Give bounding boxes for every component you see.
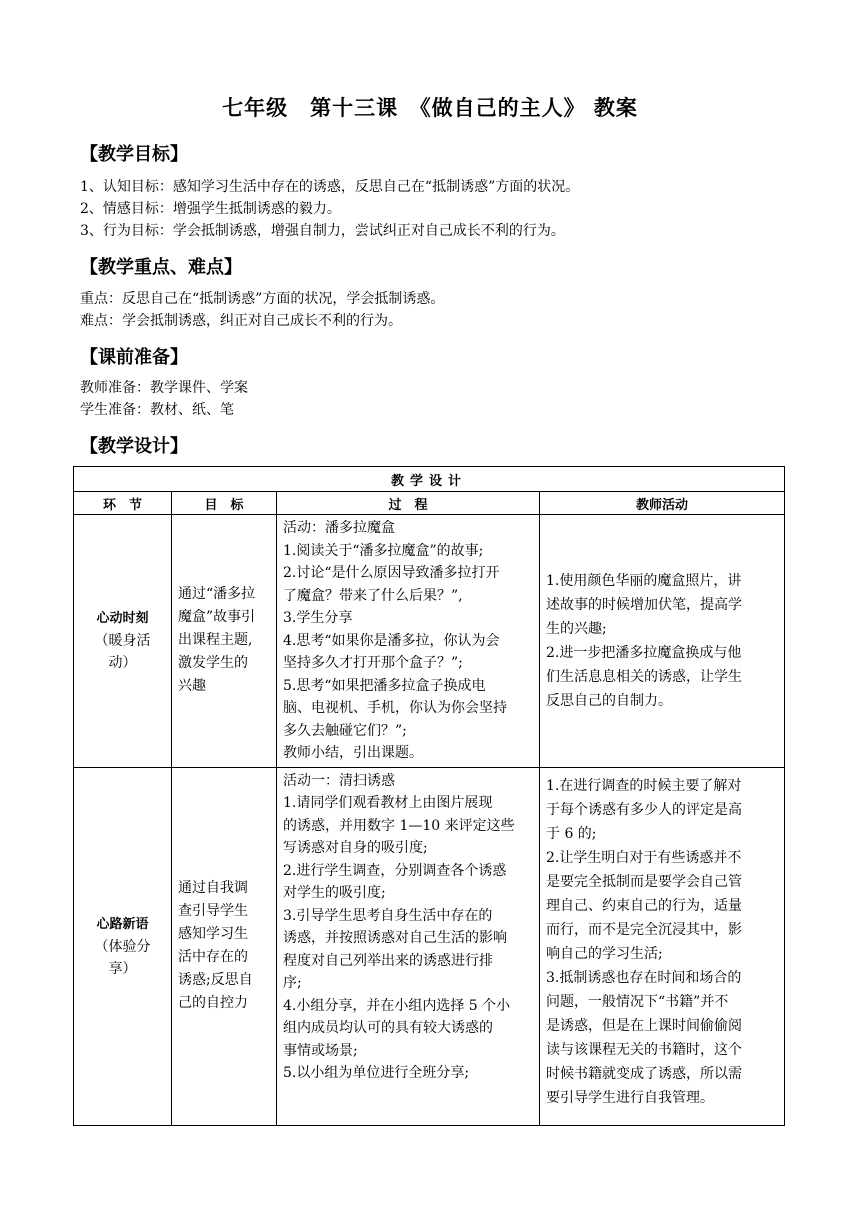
stage-sub: 享） [108,960,137,977]
table-caption: 教学设计 [74,467,785,492]
teacher-line: 3.抵制诱惑也存在时间和场合的 [546,969,742,986]
goal-line: 激发学生的 [178,655,248,672]
teacher-line: 时候书籍就变成了诱惑，所以需 [546,1065,742,1082]
process-line: 活动：潘多拉魔盒 [283,520,395,536]
objective-line: 1、认知目标：感知学习生活中存在的诱惑，反思自己在“抵制诱惑”方面的状况。 [80,179,580,195]
stage-name: 心路新语 [96,916,149,932]
teacher-line: 而行，而不是完全沉浸其中，影 [546,921,742,938]
teacher-line: 要引导学生进行自我管理。 [546,1089,714,1106]
process-line: 1.阅读关于“潘多拉魔盒”的故事; [283,542,484,559]
key-points-list [80,288,444,332]
goal-line: 通过“潘多拉 [178,586,256,603]
heading-key-points: 【教学重点、难点】 [80,257,242,278]
goal-cell [172,515,277,768]
column-header-teacher: 教师活动 [540,492,785,515]
objective-line: 3、行为目标：学会抵制诱惑，增强自制力，尝试纠正对自己成长不利的行为。 [80,223,565,239]
table-row [74,515,785,768]
goal-line: 感知学习生 [178,926,248,942]
process-line: 对学生的吸引度; [283,885,386,901]
preparation-line: 学生准备：教材、纸、笔 [80,402,234,418]
stage-sub: （暖身活 [94,633,151,650]
preparation-list [80,377,248,421]
goal-line: 出课程主题, [178,632,253,649]
teacher-line: 1.在进行调查的时候主要了解对 [546,777,742,794]
process-line: 活动一：清扫诱惑 [283,772,395,789]
teacher-line: 反思自己的自制力。 [546,692,672,709]
teaching-design-table [73,466,785,1126]
process-line: 3.学生分享 [283,610,353,626]
process-line: 诱惑，并按照诱惑对自己生活的影响 [283,930,507,946]
objective-line: 2、情感目标：增强学生抵制诱惑的毅力。 [80,201,341,217]
goal-line: 诱惑;反思自 [178,972,253,988]
column-header-stage: 环 节 [74,492,172,515]
process-line: 坚持多久才打开那个盒子？”; [283,655,463,671]
process-cell [277,515,540,768]
process-line: 组内成员均认可的具有较大诱惑的 [283,1020,493,1036]
teacher-line: 2.进一步把潘多拉魔盒换成与他 [546,644,742,661]
goal-line: 通过自我调 [178,880,248,896]
teacher-line: 问题，一般情况下“书籍”并不 [546,993,729,1010]
teacher-line: 读与该课程无关的书籍时，这个 [546,1041,742,1058]
process-line: 了魔盒？带来了什么后果？”, [283,587,463,604]
teacher-line: 们生活息息相关的诱惑，让学生 [546,668,742,685]
stage-sub: （体验分 [94,938,151,955]
process-line: 3.引导学生思考自身生活中存在的 [283,907,493,924]
key-point-line: 重点：反思自己在“抵制诱惑”方面的状况，学会抵制诱惑。 [80,291,445,307]
teacher-line: 是要完全抵制而是要学会自己管 [546,873,742,890]
process-line: 的诱惑，并用数字 1—10 来评定这些 [283,817,515,834]
goal-line: 魔盒”故事引 [178,609,256,626]
teacher-line: 响自己的学习生活; [546,945,663,962]
process-line: 脑、电视机、手机，你认为你会坚持 [283,700,507,716]
teacher-line: 述故事的时候增加伏笔，提高学 [546,596,742,613]
teacher-line: 是诱惑，但是在上课时间偷偷阅 [546,1017,742,1034]
objectives-list [80,176,579,242]
goal-cell [172,767,277,1125]
process-line: 序; [283,975,302,991]
key-point-line: 难点：学会抵制诱惑，纠正对自己成长不利的行为。 [80,313,402,329]
preparation-line: 教师准备：教学课件、学案 [80,380,248,396]
goal-line: 查引导学生 [178,903,248,919]
teacher-line: 于每个诱惑有多少人的评定是高 [546,801,742,818]
process-line: 程度对自己列举出来的诱惑进行排 [283,952,493,969]
page-title: 七年级 第十三课 《做自己的主人》 教案 [222,96,638,120]
stage-cell [74,515,172,768]
goal-line: 己的自控力 [178,995,248,1011]
teacher-line: 理自己、约束自己的行为，适量 [546,897,742,914]
goal-line: 兴趣 [178,678,206,695]
goal-line: 活中存在的 [178,949,248,965]
table-row [74,767,785,1125]
stage-sub: 动） [108,655,137,672]
teacher-cell [540,767,785,1125]
heading-preparation: 【课前准备】 [80,347,188,368]
column-header-goal: 目 标 [172,492,277,515]
heading-objectives: 【教学目标】 [80,144,188,165]
process-line: 写诱惑对自身的吸引度; [283,840,428,856]
process-line: 5.思考“如果把潘多拉盒子换成电 [283,677,486,694]
process-line: 事情或场景; [283,1042,358,1059]
teacher-cell [540,515,785,768]
stage-name: 心动时刻 [96,611,149,627]
process-line: 教师小结，引出课题。 [283,745,423,761]
heading-design: 【教学设计】 [80,436,188,457]
teacher-line: 于 6 的; [546,825,597,842]
process-line: 多久去触碰它们？”; [283,722,407,739]
teacher-line: 2.让学生明白对于有些诱惑并不 [546,849,742,866]
teacher-line: 生的兴趣; [546,620,607,637]
teacher-line: 1.使用颜色华丽的魔盒照片，讲 [546,572,742,589]
process-line: 4.思考“如果你是潘多拉，你认为会 [283,632,500,649]
process-cell [277,767,540,1125]
process-line: 1.请同学们观看教材上由图片展现 [283,795,493,811]
process-line: 2.讨论“是什么原因导致潘多拉打开 [283,565,500,581]
process-line: 4.小组分享，并在小组内选择 5 个小 [283,997,511,1014]
process-line: 5.以小组为单位进行全班分享; [283,1065,470,1081]
stage-cell [74,767,172,1125]
process-line: 2.进行学生调查，分别调查各个诱惑 [283,862,507,879]
column-header-process: 过 程 [277,492,540,515]
